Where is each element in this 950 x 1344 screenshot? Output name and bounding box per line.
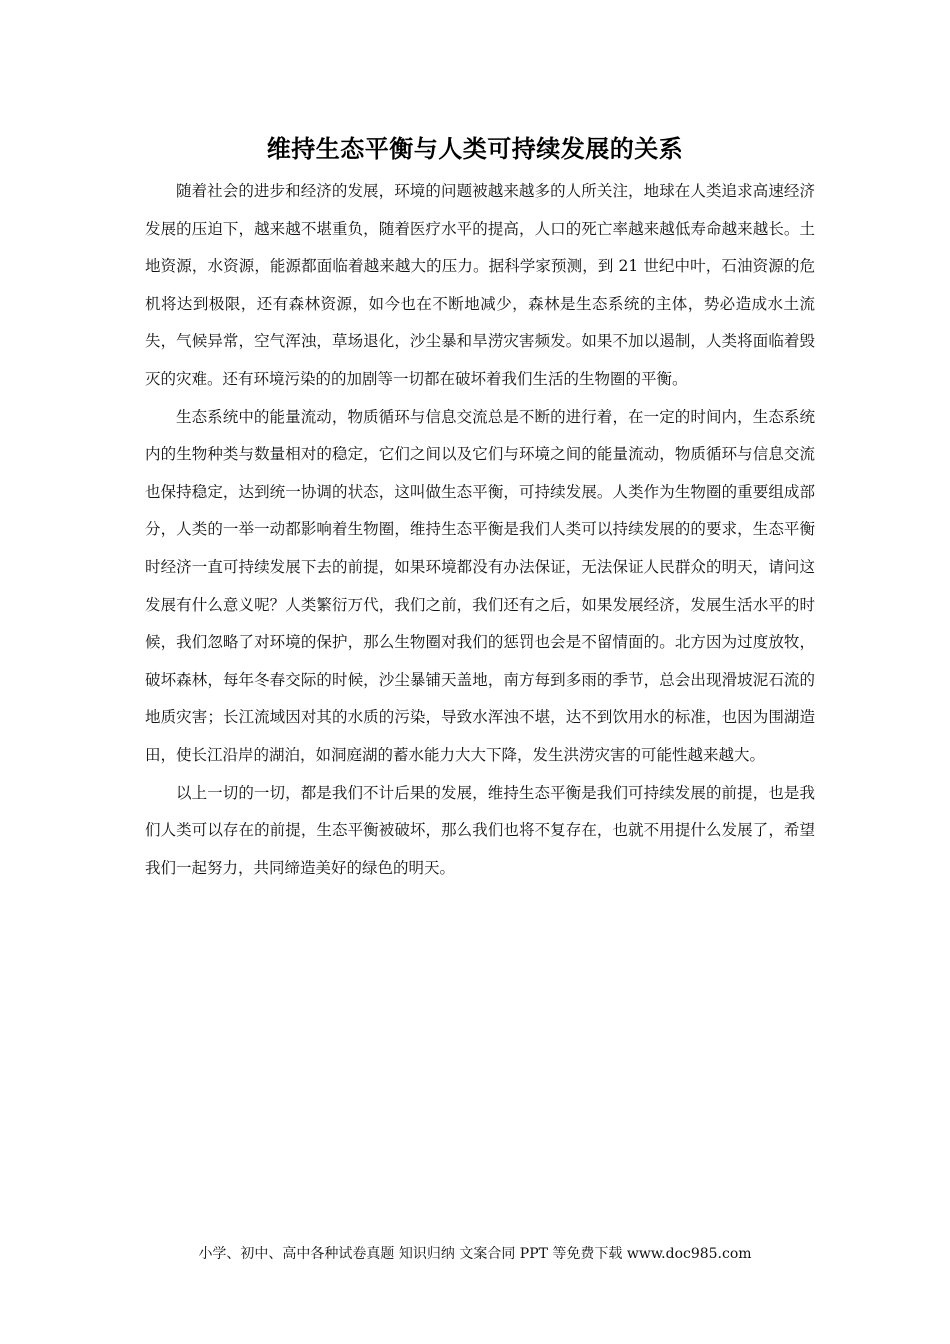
paragraph-3: 以上一切的一切，都是我们不计后果的发展，维持生态平衡是我们可持续发展的前提，也是我们人类可以存在的前提，生态平衡被破坏，那么我们也将不复存在，也就不用提什么发展了，希望我们一起努力，共同缔造美好的绿色的明天。 bbox=[145, 783, 815, 877]
paragraph-1: 随着社会的进步和经济的发展，环境的问题被越来越多的人所关注，地球在人类追求高速经济发展的压迫下，越来越不堪重负，随着医疗水平的提高，人口的死亡率越来越低寿命越来越长。土地资源，水资源，能源都面临着越来越大的压力。据科学家预测，到 21 世纪中叶，石油资源的危机将达到极限，还有森林资源，如今也在不断地减少，森林是生态系统的主体，势必造成水土流失，气候异常，空气浑浊，草场退化，沙尘暴和旱涝灾害频发。如果不加以遏制，人类将面临着毁灭的灾难。还有环境污染的的加剧等一切都在破坏着我们生活的生物圈的平衡。 bbox=[145, 182, 815, 388]
paragraph-2: 生态系统中的能量流动，物质循环与信息交流总是不断的进行着，在一定的时间内，生态系统内的生物种类与数量相对的稳定，它们之间以及它们与环境之间的能量流动，物质循环与信息交流也保持稳定，达到统一协调的状态，这叫做生态平衡，可持续发展。人类作为生物圈的重要组成部分，人类的一举一动都影响着生物圈，维持生态平衡是我们人类可以持续发展的的要求，生态平衡时经济一直可持续发展下去的前提，如果环境都没有办法保证，无法保证人民群众的明天，请问这发展有什么意义呢？人类繁衍万代，我们之前，我们还有之后，如果发展经济，发展生活水平的时候，我们忽略了对环境的保护，那么生物圈对我们的惩罚也会是不留情面的。北方因为过度放牧，破坏森林，每年冬春交际的时候，沙尘暴铺天盖地，南方每到多雨的季节，总会出现滑坡泥石流的地质灾害；长江流域因对其的水质的污染，导致水浑浊不堪，达不到饮用水的标准，也因为围湖造田，使长江沿岸的湖泊，如洞庭湖的蓄水能力大大下降，发生洪涝灾害的可能性越来越大。 bbox=[145, 407, 815, 764]
document-title: 维持生态平衡与人类可持续发展的关系 bbox=[266, 134, 684, 163]
document-body bbox=[145, 173, 815, 887]
page-footer: 小学、初中、高中各种试卷真题 知识归纳 文案合同 PPT 等免费下载 www.doc985.com bbox=[198, 1246, 752, 1262]
